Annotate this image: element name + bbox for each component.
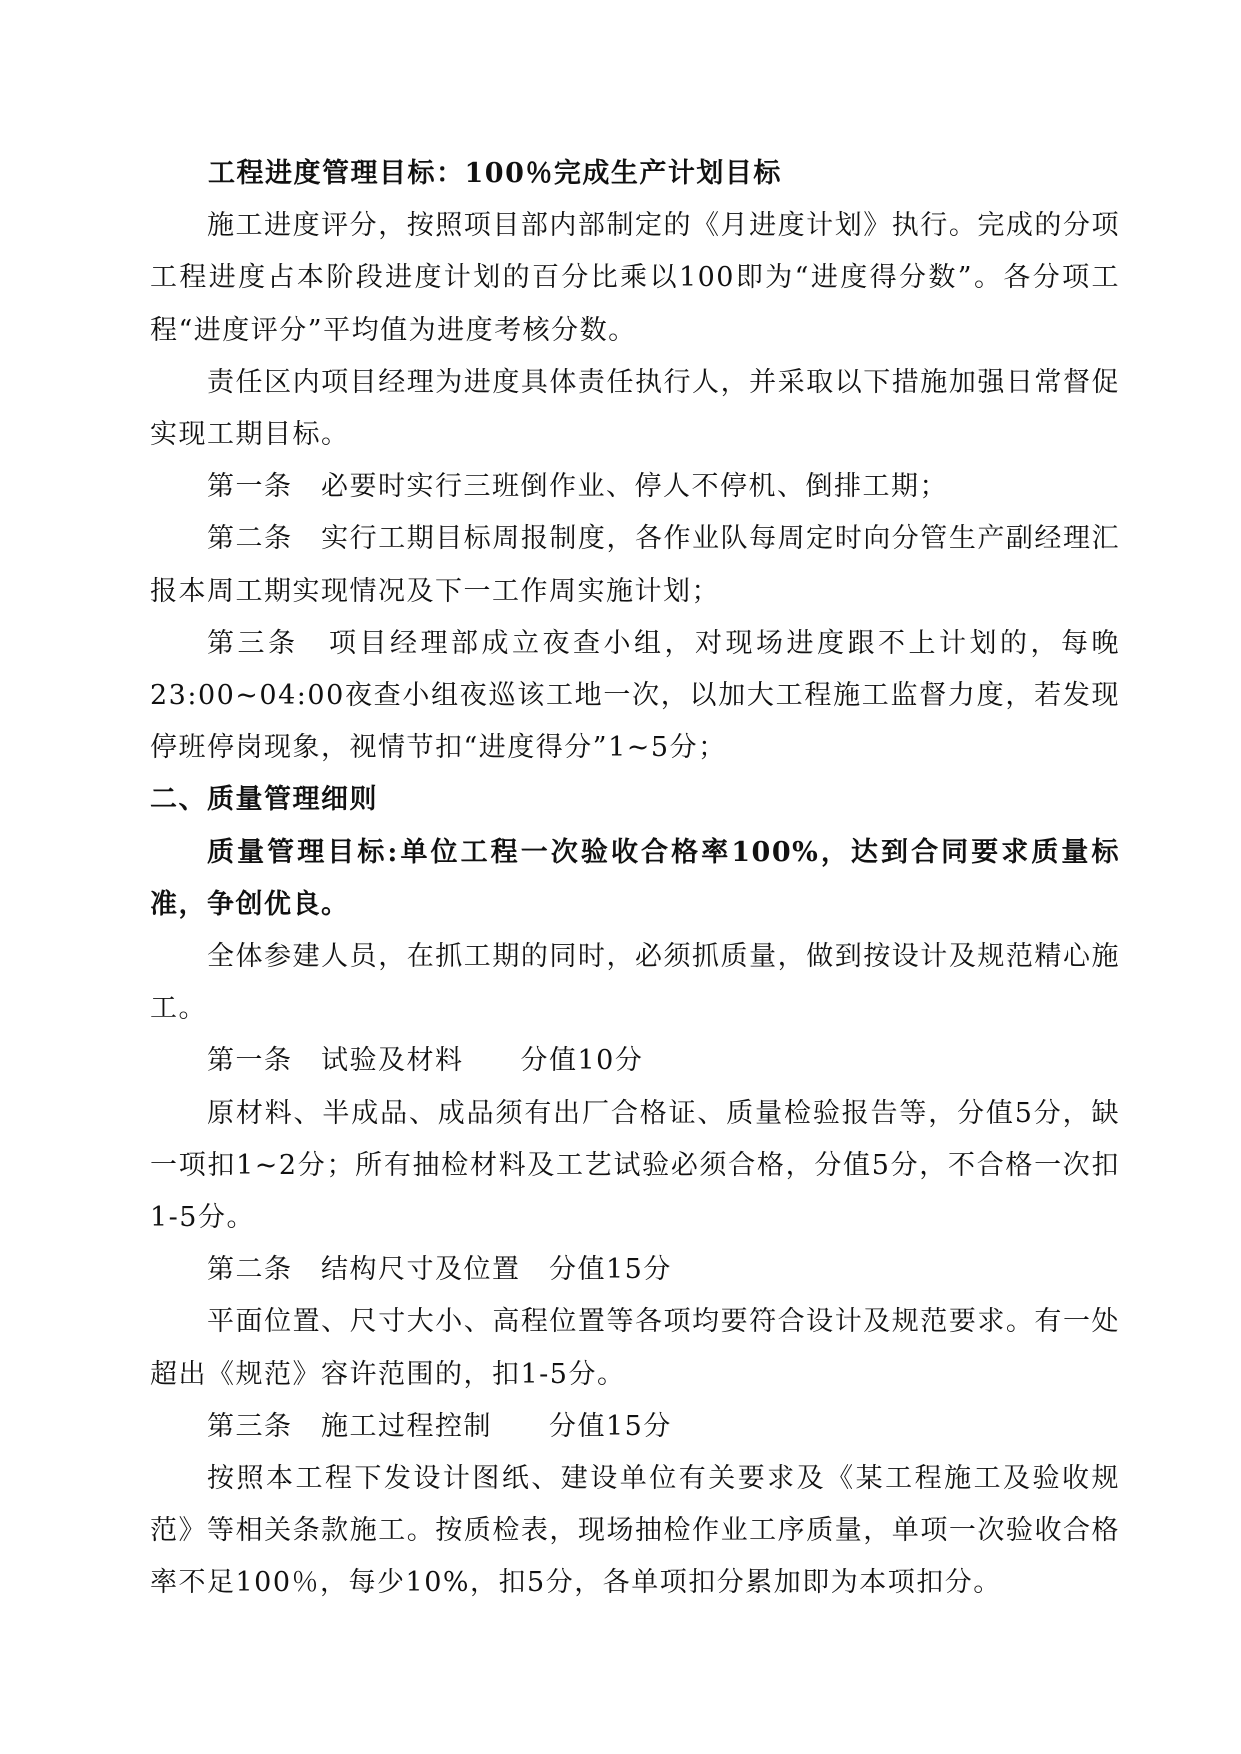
responsibility-paragraph: 责任区内项目经理为进度具体责任执行人，并采取以下措施加强日常督促实现工期目标。	[150, 366, 1120, 451]
quality-intro-paragraph: 全体参建人员，在抓工期的同时，必须抓质量，做到按设计及规范精心施工。	[150, 941, 1120, 1025]
progress-article-3: 第三条 项目经理部成立夜查小组，对现场进度跟不上计划的，每晚23:00~04:00夜查小组夜巡该工地一次，以加大工程施工监督力度，若发现停班停岗现象，视情节扣“进度得分”1~5分；	[150, 627, 1120, 764]
quality-article-2-title: 第二条 结构尺寸及位置 分值15分	[207, 1254, 672, 1286]
quality-goal-paragraph: 质量管理目标:单位工程一次验收合格率100%，达到合同要求质量标准，争创优良。	[150, 836, 1120, 920]
quality-article-2-body: 平面位置、尺寸大小、高程位置等各项均要符合设计及规范要求。有一处超出《规范》容许范围的，扣1-5分。	[150, 1306, 1120, 1390]
quality-section-heading: 二、质量管理细则	[150, 784, 378, 816]
quality-article-3-title: 第三条 施工过程控制 分值15分	[207, 1410, 672, 1442]
progress-article-2: 第二条 实行工期目标周报制度，各作业队每周定时向分管生产副经理汇报本周工期实现情况及下一工作周实施计划；	[150, 523, 1120, 607]
progress-goal-heading: 工程进度管理目标：100％完成生产计划目标	[208, 158, 782, 189]
quality-article-1-body: 原材料、半成品、成品须有出厂合格证、质量检验报告等，分值5分，缺一项扣1~2分；所有抽检材料及工艺试验必须合格，分值5分，不合格一次扣1-5分。	[150, 1097, 1120, 1234]
progress-article-1: 第一条 必要时实行三班倒作业、停人不停机、倒排工期；	[207, 471, 948, 503]
quality-article-3-body: 按照本工程下发设计图纸、建设单位有关要求及《某工程施工及验收规范》等相关条款施工。按质检表，现场抽检作业工序质量，单项一次验收合格率不足100％，每少10%，扣5分，各单项扣分累加即为本项扣分。	[150, 1463, 1120, 1599]
quality-article-1-title: 第一条 试验及材料 分值10分	[207, 1045, 644, 1077]
progress-scoring-paragraph: 施工进度评分，按照项目部内部制定的《月进度计划》执行。完成的分项工程进度占本阶段进度计划的百分比乘以100即为“进度得分数”。各分项工程“进度评分”平均值为进度考核分数。	[150, 210, 1120, 346]
document-page	[150, 148, 1120, 1610]
